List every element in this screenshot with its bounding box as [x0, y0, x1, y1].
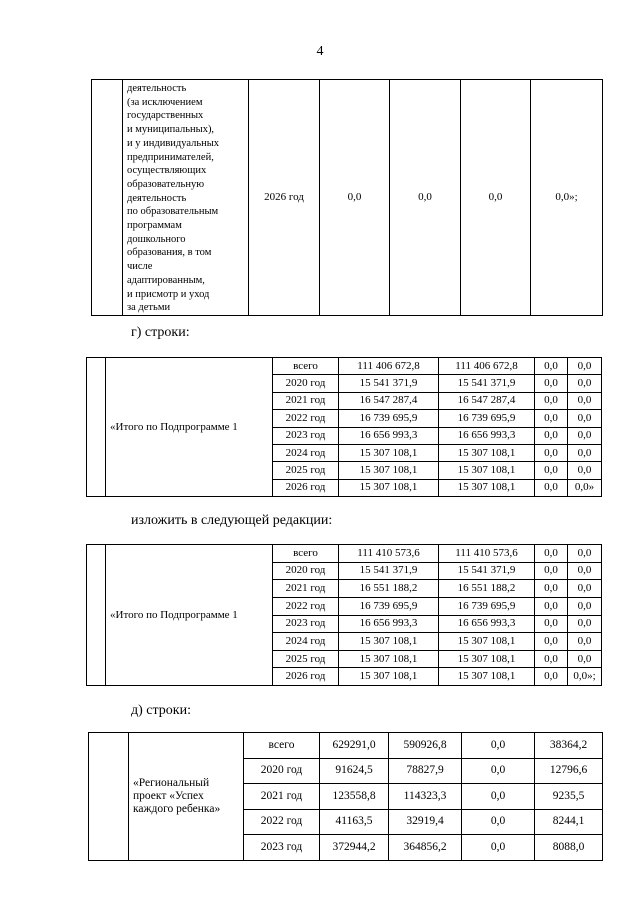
value-cell: 9235,5 [535, 784, 603, 810]
empty-cell [92, 80, 123, 316]
description-line: за детьми [127, 302, 171, 314]
value-cell: 15 307 108,1 [439, 650, 535, 668]
value-cell: 111 406 672,8 [339, 358, 439, 375]
value-cell: 15 307 108,1 [439, 633, 535, 651]
value-cell: 91624,5 [320, 758, 389, 784]
value-cell: 15 307 108,1 [339, 668, 439, 686]
value-cell: 0,0 [568, 392, 602, 409]
value-cell: 16 656 993,3 [339, 427, 439, 444]
value-cell: 0,0 [535, 427, 568, 444]
year-cell: 2026 год [249, 80, 320, 316]
value-cell: 0,0 [568, 375, 602, 392]
value-cell: 16 739 695,9 [439, 597, 535, 615]
value-cell: 15 541 371,9 [339, 562, 439, 580]
value-cell: 15 541 371,9 [439, 562, 535, 580]
value-cell: 15 307 108,1 [439, 462, 535, 479]
value-cell: 0,0 [535, 545, 568, 563]
year-cell: 2022 год [244, 809, 320, 835]
value-cell: 0,0 [568, 545, 602, 563]
value-cell: 15 307 108,1 [439, 668, 535, 686]
year-cell: 2021 год [244, 784, 320, 810]
year-cell: 2024 год [273, 444, 339, 461]
value-cell: 0,0 [568, 358, 602, 375]
description-line: числе [127, 261, 153, 273]
table-row [87, 358, 602, 375]
description-line: программам [127, 220, 182, 232]
value-cell: 0,0 [568, 427, 602, 444]
value-cell: 32919,4 [389, 809, 462, 835]
table-top-continuation [91, 79, 603, 316]
value-cell: 0,0 [535, 633, 568, 651]
description-line: и присмотр и уход [127, 288, 210, 300]
year-cell: 2026 год [273, 479, 339, 496]
year-cell: 2023 год [244, 835, 320, 861]
value-cell: 0,0 [320, 80, 390, 316]
value-cell: 123558,8 [320, 784, 389, 810]
year-cell: всего [273, 545, 339, 563]
value-cell: 38364,2 [535, 733, 603, 759]
value-cell: 0,0 [461, 80, 531, 316]
year-cell: 2022 год [273, 410, 339, 427]
year-cell: 2022 год [273, 597, 339, 615]
label-line: каждого ребенка» [133, 802, 221, 815]
value-cell: 0,0 [535, 410, 568, 427]
value-cell: 0,0 [535, 444, 568, 461]
year-cell: 2025 год [273, 650, 339, 668]
year-cell: 2020 год [273, 375, 339, 392]
paragraph-new-edition: изложить в следующей редакции: [131, 513, 333, 528]
value-cell: 0,0 [535, 597, 568, 615]
label-line: «Региональный [133, 776, 210, 789]
value-cell: 16 547 287,4 [339, 392, 439, 409]
year-cell: 2023 год [273, 427, 339, 444]
value-cell: 16 656 993,3 [339, 615, 439, 633]
description-line: дошкольного [127, 233, 186, 245]
paragraph-g: г) строки: [131, 325, 190, 340]
year-cell: 2020 год [244, 758, 320, 784]
value-cell: 16 739 695,9 [339, 410, 439, 427]
label-line: проект «Успех [133, 789, 204, 802]
value-cell: 111 410 573,6 [439, 545, 535, 563]
value-cell: 0,0 [568, 462, 602, 479]
value-cell: 15 307 108,1 [339, 444, 439, 461]
description-line: и муниципальных), [127, 124, 215, 136]
value-cell: 15 307 108,1 [439, 444, 535, 461]
value-cell: 16 739 695,9 [439, 410, 535, 427]
value-cell: 629291,0 [320, 733, 389, 759]
year-cell: 2026 год [273, 668, 339, 686]
value-cell: 111 406 672,8 [439, 358, 535, 375]
table-regional-project [88, 732, 603, 861]
page-number: 4 [316, 44, 324, 59]
year-cell: 2020 год [273, 562, 339, 580]
value-cell: 16 551 188,2 [339, 580, 439, 598]
value-cell: 41163,5 [320, 809, 389, 835]
description-line: деятельность [127, 83, 187, 94]
value-cell: 16 551 188,2 [439, 580, 535, 598]
description-line: образования, в том [127, 247, 212, 259]
table-row [89, 733, 603, 759]
year-cell: всего [273, 358, 339, 375]
row-label [129, 733, 244, 861]
value-cell: 0,0 [462, 835, 535, 861]
table-subprogram-total-new [86, 544, 602, 686]
description-line: по образовательным [127, 206, 219, 218]
value-cell: 0,0»; [531, 80, 603, 316]
year-cell: 2024 год [273, 633, 339, 651]
value-cell: 15 307 108,1 [339, 479, 439, 496]
description-line: и у индивидуальных [127, 137, 220, 149]
empty-cell [87, 358, 106, 497]
row-label: «Итого по Подпрограмме 1 [106, 358, 273, 497]
table-row [87, 545, 602, 563]
value-cell: 590926,8 [389, 733, 462, 759]
value-cell: 16 739 695,9 [339, 597, 439, 615]
value-cell: 0,0 [535, 580, 568, 598]
value-cell: 0,0 [568, 650, 602, 668]
value-cell: 0,0»; [568, 668, 602, 686]
description-line: предпринимателей, [127, 151, 214, 163]
value-cell: 0,0 [568, 597, 602, 615]
value-cell: 0,0 [390, 80, 461, 316]
value-cell: 15 307 108,1 [339, 650, 439, 668]
value-cell: 0,0 [535, 462, 568, 479]
value-cell: 16 656 993,3 [439, 615, 535, 633]
value-cell: 0,0» [568, 479, 602, 496]
value-cell: 15 307 108,1 [439, 479, 535, 496]
row-label: «Итого по Подпрограмме 1 [106, 545, 273, 686]
value-cell: 0,0 [568, 562, 602, 580]
value-cell: 8244,1 [535, 809, 603, 835]
value-cell: 0,0 [462, 733, 535, 759]
value-cell: 0,0 [568, 615, 602, 633]
value-cell: 364856,2 [389, 835, 462, 861]
value-cell: 0,0 [462, 809, 535, 835]
value-cell: 8088,0 [535, 835, 603, 861]
value-cell: 114323,3 [389, 784, 462, 810]
table-subprogram-total-old [86, 357, 602, 497]
value-cell: 16 547 287,4 [439, 392, 535, 409]
value-cell: 12796,6 [535, 758, 603, 784]
value-cell: 0,0 [568, 410, 602, 427]
value-cell: 0,0 [568, 444, 602, 461]
year-cell: 2021 год [273, 580, 339, 598]
description-line: образовательную [127, 178, 205, 190]
value-cell: 78827,9 [389, 758, 462, 784]
description-line: адаптированным, [127, 274, 205, 286]
description-line: (за исключением [127, 96, 203, 108]
empty-cell [89, 733, 129, 861]
paragraph-d: д) строки: [131, 703, 191, 718]
year-cell: 2023 год [273, 615, 339, 633]
value-cell: 0,0 [462, 758, 535, 784]
value-cell: 372944,2 [320, 835, 389, 861]
description-line: государственных [127, 110, 204, 122]
value-cell: 15 307 108,1 [339, 633, 439, 651]
year-cell: 2021 год [273, 392, 339, 409]
value-cell: 0,0 [535, 392, 568, 409]
year-cell: всего [244, 733, 320, 759]
value-cell: 0,0 [535, 650, 568, 668]
value-cell: 0,0 [535, 375, 568, 392]
value-cell: 0,0 [535, 668, 568, 686]
value-cell: 0,0 [568, 580, 602, 598]
value-cell: 0,0 [568, 633, 602, 651]
value-cell: 0,0 [535, 562, 568, 580]
value-cell: 16 656 993,3 [439, 427, 535, 444]
year-cell: 2025 год [273, 462, 339, 479]
value-cell: 0,0 [535, 479, 568, 496]
value-cell: 15 541 371,9 [339, 375, 439, 392]
description-line: деятельность [127, 192, 187, 204]
description-line: осуществляющих [127, 165, 207, 177]
empty-cell [87, 545, 106, 686]
value-cell: 0,0 [535, 358, 568, 375]
value-cell: 15 541 371,9 [439, 375, 535, 392]
value-cell: 15 307 108,1 [339, 462, 439, 479]
value-cell: 0,0 [462, 784, 535, 810]
value-cell: 111 410 573,6 [339, 545, 439, 563]
value-cell: 0,0 [535, 615, 568, 633]
row-description [123, 80, 249, 316]
